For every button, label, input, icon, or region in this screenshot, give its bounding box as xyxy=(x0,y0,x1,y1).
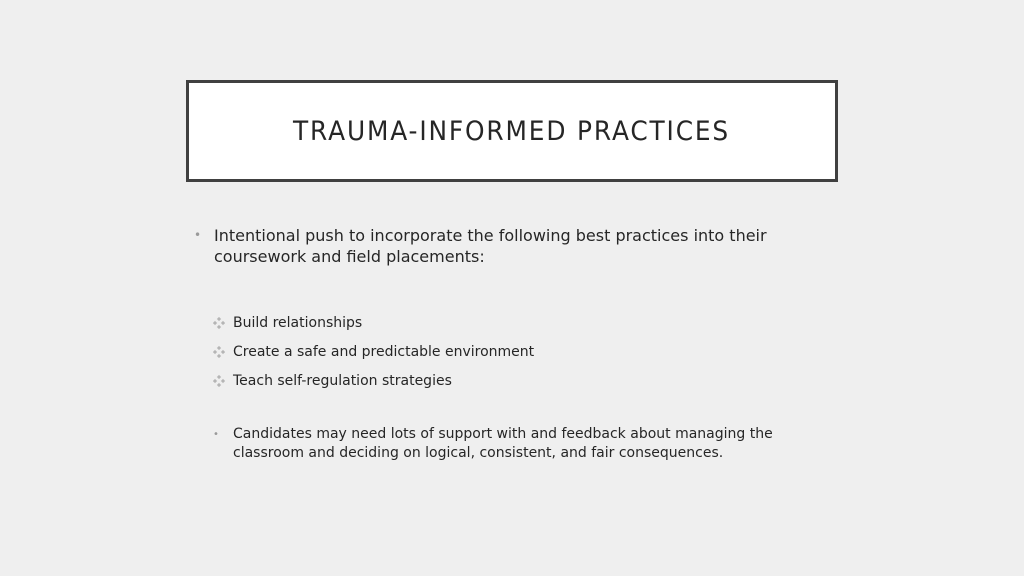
slide-title: TRAUMA-INFORMED PRACTICES xyxy=(293,115,731,147)
bullet-dot-icon: • xyxy=(213,429,219,440)
practice-label: Build relationships xyxy=(233,314,363,331)
bullet-dot-icon: • xyxy=(194,228,202,242)
list-item xyxy=(213,366,534,395)
practice-label: Teach self-regulation strategies xyxy=(233,372,452,389)
secondary-bullet-text: Candidates may need lots of support with and feedback about managing the classroom and deciding on logical, consistent, and fair consequences. xyxy=(233,426,773,461)
practices-list xyxy=(213,308,534,395)
list-item xyxy=(213,337,534,366)
title-box xyxy=(186,80,838,182)
four-diamond-bullet-icon xyxy=(213,346,233,358)
list-item xyxy=(213,308,534,337)
secondary-bullet xyxy=(213,425,793,463)
four-diamond-bullet-icon xyxy=(213,375,233,387)
four-diamond-bullet-icon xyxy=(213,317,233,329)
main-bullet-text: Intentional push to incorporate the following best practices into their coursework and field placements: xyxy=(214,226,767,266)
practice-label: Create a safe and predictable environment xyxy=(233,343,535,360)
main-bullet xyxy=(194,225,794,267)
